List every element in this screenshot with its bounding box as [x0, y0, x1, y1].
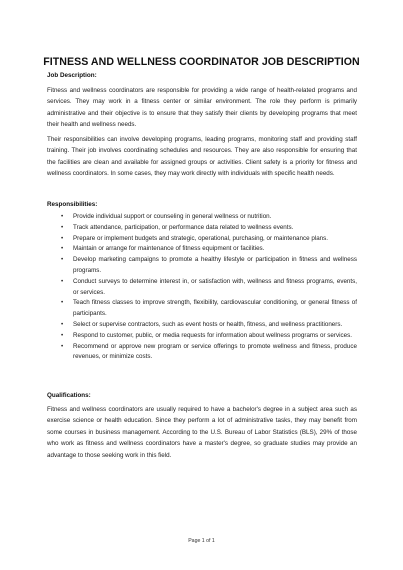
- list-item-text: Teach fitness classes to improve strength, flexibility, cardiovascular conditioning, or general fitness of participants.: [73, 299, 357, 318]
- job-description-heading: Job Description:: [47, 72, 97, 79]
- list-item: [47, 212, 357, 223]
- responsibilities-heading: Responsibilities:: [47, 201, 98, 208]
- responsibilities-list: [47, 212, 357, 363]
- list-item-text: Respond to customer, public, or media requests for information about wellness programs or services.: [73, 331, 352, 339]
- bullet-icon: •: [61, 342, 64, 350]
- bullet-icon: •: [61, 256, 64, 264]
- job-description-paragraph-1: Fitness and wellness coordinators are responsible for providing a wide range of health-related programs and services. They may work in a fitness center or similar environment. The role they perform is primarily administrative and their objective is to ensure that they satisfy their clients by developing programs that meet their health and wellness needs.: [47, 87, 357, 129]
- bullet-icon: •: [61, 213, 64, 220]
- document-title: FITNESS AND WELLNESS COORDINATOR JOB DESCRIPTION: [43, 56, 360, 68]
- list-item: [47, 342, 357, 364]
- qualifications-heading: Qualifications:: [47, 392, 91, 399]
- bullet-icon: •: [61, 223, 64, 231]
- list-item: [47, 244, 357, 255]
- list-item-text: Maintain or arrange for maintenance of fitness equipment or facilities.: [73, 245, 265, 253]
- list-item: [47, 331, 357, 342]
- bullet-icon: •: [61, 299, 64, 307]
- page-number: Page 1 of 1: [188, 538, 215, 544]
- list-item: [47, 255, 357, 277]
- list-item-text: Select or supervise contractors, such as event hosts or health, fitness, and wellness practitioners.: [73, 320, 343, 328]
- bullet-icon: •: [61, 245, 64, 253]
- list-item: [47, 234, 357, 245]
- qualifications-paragraph: Fitness and wellness coordinators are usually required to have a bachelor's degree in a subject area such as exercise science or health education. Since they perform a lot of administrative tasks, they may benefit from some courses in business management. According to the U.S. Bureau of Labor Statistics (BLS), 29% of those who work as fitness and wellness coordinators have a master's degree, so graduate studies may provide an advantage to those seeking work in this field.: [47, 406, 357, 459]
- list-item: [47, 277, 357, 299]
- list-item-text: Recommend or approve new program or service offerings to promote wellness and fitness, produce revenues, or minimize costs.: [73, 342, 357, 361]
- list-item-text: Prepare or implement budgets and strategic, operational, purchasing, or maintenance plans.: [73, 234, 329, 242]
- list-item: [47, 298, 357, 320]
- list-item: [47, 223, 357, 234]
- bullet-icon: •: [61, 320, 64, 328]
- list-item-text: Develop marketing campaigns to promote a healthy lifestyle or participation in fitness and wellness programs.: [73, 256, 357, 274]
- bullet-icon: •: [61, 277, 64, 285]
- list-item-text: Provide individual support or counseling in general wellness or nutrition.: [73, 213, 272, 220]
- job-description-paragraph-2: Their responsibilities can involve developing programs, leading programs, monitoring staff and providing staff training. Their job involves coordinating schedules and resources. They are also responsible for ensuring that the facilities are clean and available for assigned groups or activities. Client safety is a priority for fitness and wellness coordinators. In some cases, they may work directly with individuals with specific health needs.: [47, 136, 357, 178]
- bullet-icon: •: [61, 234, 64, 242]
- list-item: [47, 320, 357, 331]
- list-item-text: Conduct surveys to determine interest in, or satisfaction with, wellness and fitness programs, events, or services.: [73, 277, 357, 296]
- list-item-text: Track attendance, participation, or performance data related to wellness events.: [73, 223, 294, 231]
- bullet-icon: •: [61, 331, 64, 339]
